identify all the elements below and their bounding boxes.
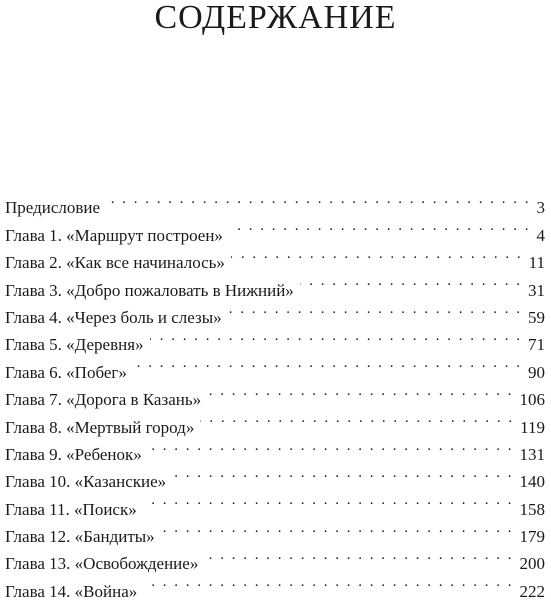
toc-dot-leader: [207, 378, 513, 405]
toc-entry-page-number: 131: [519, 444, 545, 464]
toc-dot-leader: [133, 350, 522, 377]
toc-dot-leader: [150, 323, 522, 350]
page-title: СОДЕРЖАНИЕ: [154, 0, 397, 36]
toc-dot-leader: [143, 487, 514, 514]
toc-entry-page-number: 59: [528, 307, 545, 327]
toc-entry-page-number: 222: [519, 581, 545, 601]
toc-entry-label: Глава 7. «Дорога в Казань»: [5, 390, 202, 410]
toc-dot-leader: [143, 569, 513, 596]
toc-entry-page-number: 158: [519, 499, 545, 519]
toc-entry-label: Предисловие: [5, 198, 101, 218]
toc-entry-label: Глава 10. «Казанские»: [5, 472, 167, 492]
toc-entry-label: Глава 1. «Маршрут построен»: [5, 225, 223, 245]
toc-entry-label: Глава 13. «Освобождение»: [5, 554, 199, 574]
toc-entry-page-number: 140: [519, 472, 545, 492]
toc-dot-leader: [172, 460, 513, 487]
toc-dot-leader: [161, 515, 514, 542]
toc-entry-page-number: 11: [528, 253, 545, 273]
toc-entry-label: Глава 4. «Через боль и слезы»: [5, 307, 222, 327]
toc-dot-leader: [231, 241, 523, 268]
table-of-contents: [5, 186, 545, 601]
toc-entry-label: Глава 14. «Война»: [5, 581, 138, 601]
toc-entry-page-number: 4: [536, 225, 545, 245]
toc-dot-leader: [229, 213, 531, 240]
toc-entry-page-number: 3: [536, 198, 545, 218]
toc-entry-label: Глава 9. «Ребенок»: [5, 444, 142, 464]
toc-dot-leader: [200, 405, 514, 432]
toc-entry-page-number: 90: [528, 362, 545, 382]
toc-dot-leader: [228, 296, 522, 323]
toc-entry-label: Глава 6. «Побег»: [5, 362, 127, 382]
toc-entry-page-number: 119: [520, 417, 545, 437]
toc-entry-label: Глава 12. «Бандиты»: [5, 527, 155, 547]
toc-entry-label: Глава 11. «Поиск»: [5, 499, 137, 519]
toc-entry-page-number: 179: [519, 527, 545, 547]
toc-dot-leader: [106, 186, 530, 213]
toc-entry-label: Глава 3. «Добро пожаловать в Нижний»: [5, 280, 294, 300]
toc-entry-page-number: 200: [519, 554, 545, 574]
toc-entry-page-number: 106: [519, 390, 545, 410]
toc-entry-label: Глава 2. «Как все начиналось»: [5, 253, 225, 273]
toc-entry: [5, 186, 545, 218]
toc-entry-page-number: 71: [528, 335, 545, 355]
toc-entry-label: Глава 5. «Деревня»: [5, 335, 144, 355]
toc-entry-page-number: 31: [528, 280, 545, 300]
toc-dot-leader: [204, 542, 513, 569]
toc-dot-leader: [300, 268, 522, 295]
toc-entry-label: Глава 8. «Мертвый город»: [5, 417, 195, 437]
toc-dot-leader: [148, 433, 514, 460]
